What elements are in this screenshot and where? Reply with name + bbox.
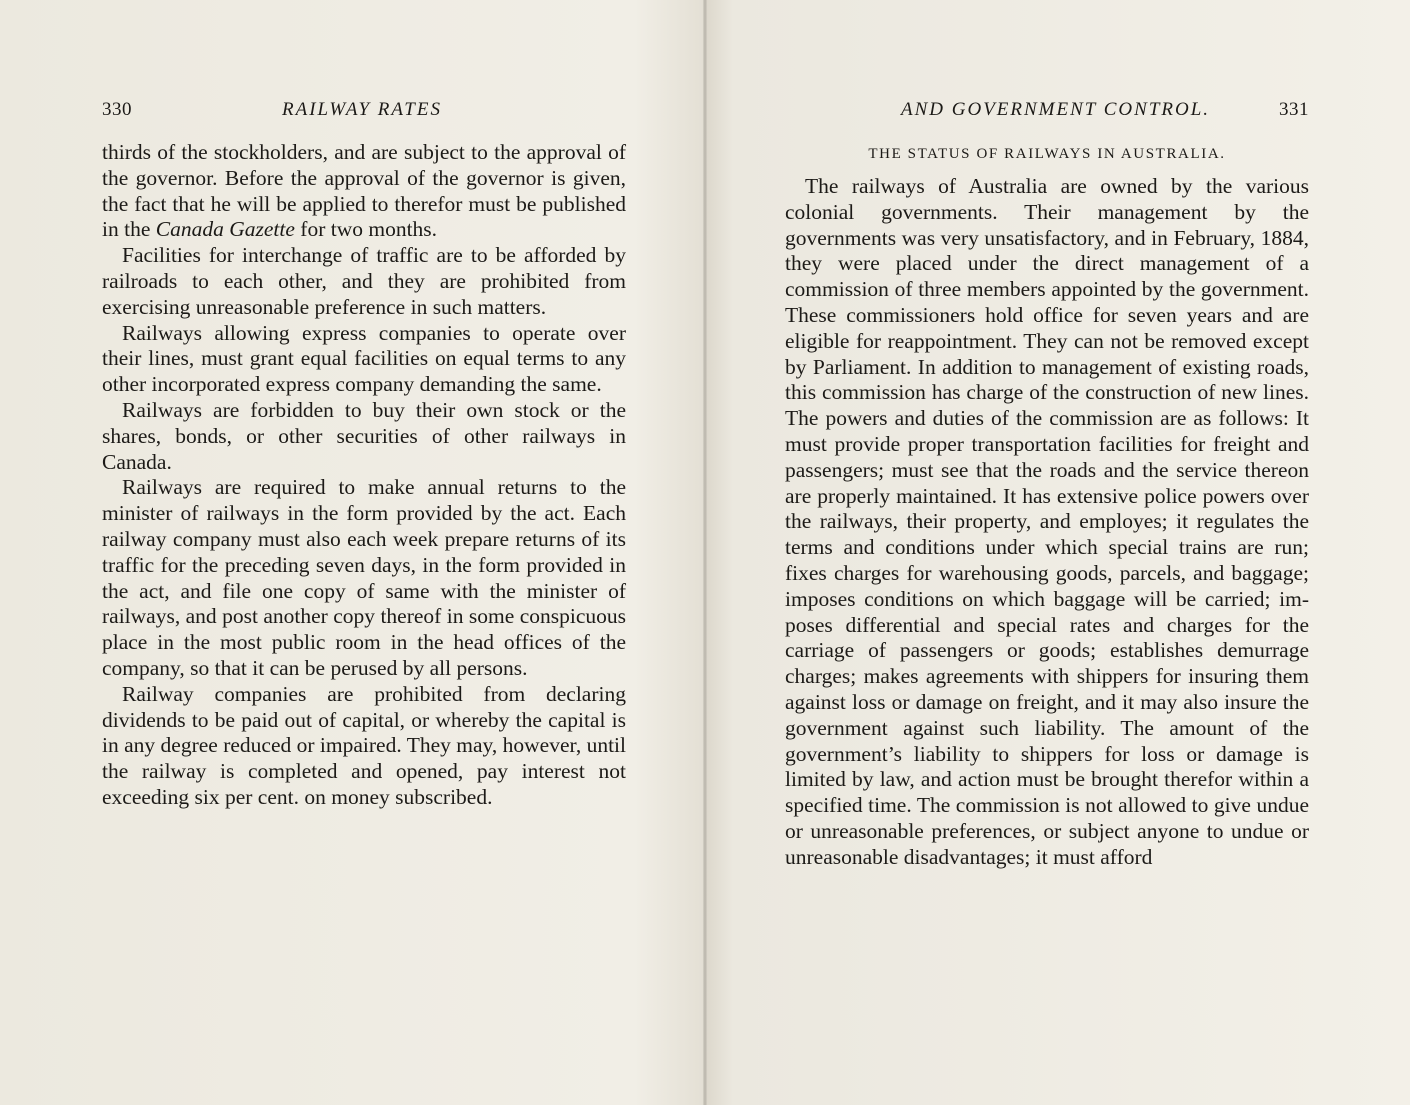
right-body-text <box>785 174 1309 871</box>
left-paragraph-1 <box>102 140 626 243</box>
left-page-number: 330 <box>102 99 132 120</box>
left-running-title: RAILWAY RATES <box>282 99 442 120</box>
left-paragraph-4: Railways are forbidden to buy their own stock or the shares, bonds, or other securities of other railways in Canada. <box>102 397 626 474</box>
left-body-text <box>102 140 626 811</box>
left-running-head <box>102 96 626 124</box>
left-paragraph-5: Railways are required to make annual returns to the minister of railways in the form provided by the act. Each railway company must also each week prepare returns of its traffic for the preceding seven days, in the form provided in the act, and file one copy of same with the minister of railways, and post another copy thereof in some conspicuous place in the most public room in the head offices of the company, so that it can be perused by all persons. <box>102 475 626 680</box>
right-paragraph-1: The railways of Australia are owned by the various colonial governments. Their management by the governments was very unsatisfactory, and in February, 1884, they were placed under the direct management of a commission of three members appointed by the government. These commissioners hold office for seven years and are eligible for reappointment. They can not be removed except by Parliament. In addition to management of existing roads, this commission has charge of the construction of new lines. The powers and duties of the commission are as follows: It must provide proper transportation facilities for freight and passengers; must see that the roads and the service thereon are properly maintained. It has extensive police powers over the railways, their property, and employes; it regulates the terms and conditions under which special trains are run; fixes charges for warehousing goods, parcels, and baggage; imposes conditions on which baggage will be carried; imposes differential and special rates and charges for the carriage of passengers or goods; establishes demurrage charges; makes agreements with shippers for insuring them against loss or damage on freight, and it may also insure the government against such liability. The amount of the government’s liability to shippers for loss or damage is limited by law, and action must be brought therefor within a specified time. The commission is not allowed to give undue or unreasonable preferences, or subject anyone to undue or unreasonable disadvantages; it must afford <box>785 174 1309 869</box>
right-running-head <box>785 96 1309 124</box>
section-heading: THE STATUS OF RAILWAYS IN AUSTRALIA. <box>868 146 1226 162</box>
right-page-number: 331 <box>1279 99 1309 120</box>
canada-gazette-title: Canada Gazette <box>155 217 295 242</box>
left-paragraph-2: Facilities for interchange of traffic are to be afforded by railroads to each other, and they are prohibited from exercising unreasonable preference in such matters. <box>102 243 626 319</box>
left-paragraph-1-before: thirds of the stockholders, and are subject to the approval of the governor. Before the approval of the governor is given, the fact that he will be applied to therefor must be published in the <box>102 140 626 242</box>
right-running-title: AND GOVERNMENT CONTROL. <box>901 99 1211 120</box>
left-page <box>0 0 703 1105</box>
left-paragraph-1-after: for two months. <box>294 217 438 242</box>
left-paragraph-3: Railways allowing express companies to operate over their lines, must grant equal facilities on equal terms to any other incorporated express company demanding the same. <box>102 320 626 397</box>
right-page <box>707 0 1410 1105</box>
left-paragraph-6: Railway companies are prohibited from declaring dividends to be paid out of capital, or whereby the capital is in any degree reduced or impaired. They may, however, until the railway is completed and opened, pay interest not exceeding six per cent. on money subscribed. <box>102 681 626 809</box>
